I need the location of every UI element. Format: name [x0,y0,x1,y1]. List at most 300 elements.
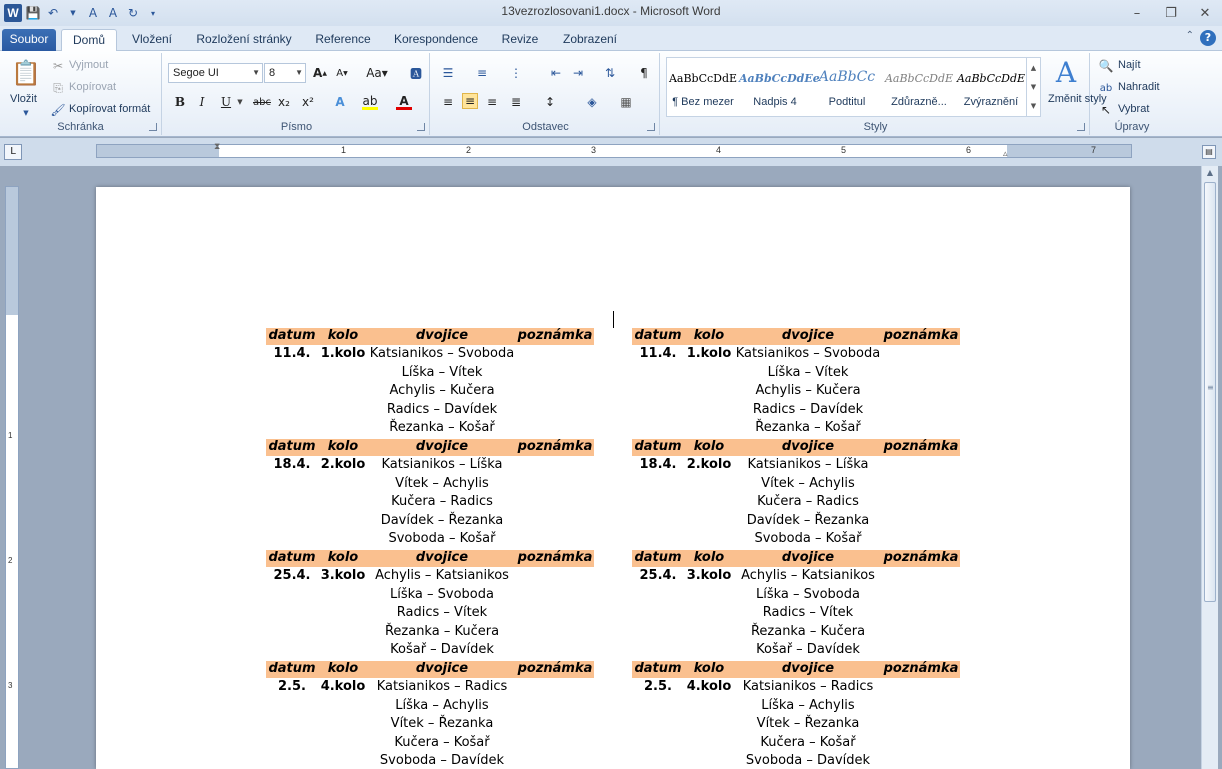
cell-pair: Katsianikos – Svoboda [369,346,515,361]
multilevel-list-icon[interactable]: ⋮ [510,66,522,80]
find-icon[interactable]: 🔍 [1098,59,1114,73]
ruler-number: 2 [466,145,472,155]
vruler-number: 3 [8,681,13,690]
style-emphasis[interactable] [955,58,1027,116]
cell-pair: Vítek – Řezanka [756,716,860,731]
cell-round [318,752,368,769]
style-preview: AaBbCcDdE [956,72,1026,85]
underline-button[interactable]: U [220,95,232,109]
cell-pair: Řezanka – Košař [389,420,495,435]
editing-group-label: Úpravy [1114,121,1150,133]
replace-button[interactable]: Nahradit [1118,81,1160,93]
header-round: kolo [693,661,725,676]
cell-note [882,678,960,697]
ruler-number: 6 [966,145,972,155]
cell-round [318,493,368,512]
font-launcher-icon[interactable] [417,123,425,131]
header-pair: dvojice [415,661,469,676]
paste-icon[interactable]: 📋 [11,59,41,87]
table-row [632,567,960,586]
style-subtle-emphasis[interactable] [883,58,955,116]
font-size-combo[interactable]: 8 ▼ [264,63,306,83]
cell-note [516,364,594,383]
cell-round [684,715,734,734]
cell-note [882,697,960,716]
cell-round [684,364,734,383]
vruler-top-margin [6,187,18,315]
tab-home[interactable]: Domů [61,29,117,52]
cell-note [516,697,594,716]
scrollbar-thumb[interactable] [1204,182,1216,602]
cell-date: 2.5. [278,679,306,694]
round-block [632,550,960,661]
cell-round: 3.kolo [320,568,366,583]
table-row [266,475,594,494]
cell-date [632,697,684,716]
cell-round: 4.kolo [320,679,366,694]
cell-note [882,419,960,438]
style-subtitle[interactable] [811,58,883,116]
cell-round [684,382,734,401]
cell-note [882,567,960,586]
cell-round [318,530,368,549]
strikethrough-button[interactable]: abc [253,96,271,108]
underline-dropdown-icon[interactable]: ▼ [237,98,243,106]
tab-selector-icon[interactable]: L [4,144,22,160]
change-styles-icon[interactable]: A [1055,55,1077,89]
cell-date [632,715,684,734]
paragraph-launcher-icon[interactable] [647,123,655,131]
header-row [632,439,960,456]
header-pair: dvojice [781,550,835,565]
more-styles-icon[interactable]: ▼ [1030,102,1037,111]
bold-button[interactable]: B [174,95,186,109]
undo-icon[interactable]: ↶ [47,6,59,20]
cell-pair: Radics – Vítek [396,605,488,620]
cell-note [882,715,960,734]
cell-pair: Líška – Svoboda [756,586,860,602]
cut-button[interactable]: Vyjmout [69,59,109,71]
cell-note [882,641,960,660]
cell-pair: Katsianikos – Radics [376,679,508,694]
cell-date [632,401,684,420]
cell-pair: Líška – Achylis [395,697,489,713]
table-row [632,752,960,769]
text-effects-icon[interactable]: A [335,95,345,109]
cell-round [684,697,734,716]
table-row [632,382,960,401]
table-row [266,382,594,401]
vruler-number: 1 [8,431,13,440]
cell-date [632,586,684,605]
header-note: poznámka [517,439,593,454]
justify-icon[interactable]: ≣ [510,95,522,109]
format-a-icon[interactable]: A [88,6,98,20]
chevron-down-icon[interactable]: ▼ [1030,82,1037,91]
cell-round [318,586,368,605]
vertical-ruler[interactable] [5,186,19,769]
cell-date [266,623,318,642]
align-right-icon[interactable]: ≡ [486,95,498,109]
tab-view[interactable]: Zobrazení [562,32,618,46]
change-case-icon[interactable]: Aa▾ [366,66,388,80]
cell-round [684,530,734,549]
borders-icon[interactable]: ▦ [620,95,632,109]
styles-group-label: Styly [863,121,888,133]
document-page[interactable] [96,187,1130,769]
cell-round [684,623,734,642]
view-ruler-icon[interactable]: ▤ [1202,145,1216,159]
ruler-right-margin [1007,145,1131,157]
header-row [632,550,960,567]
cell-note [882,586,960,605]
ruler-number: 3 [591,145,597,155]
window-controls [1120,2,1222,24]
header-pair: dvojice [781,439,835,454]
cell-note [882,475,960,494]
vertical-scrollbar[interactable] [1201,166,1218,769]
header-round: kolo [327,328,359,343]
header-note: poznámka [883,550,959,565]
bullets-icon[interactable]: ☰ [442,66,454,80]
table-row [632,530,960,549]
cut-icon[interactable]: ✂ [52,59,64,73]
copy-icon[interactable]: ⎘ [53,80,63,95]
cell-note [882,456,960,475]
grow-font-icon[interactable]: A ▲ [313,66,327,80]
header-pair: dvojice [781,661,835,676]
redo-icon[interactable]: ↻ [127,6,139,20]
table-row [632,345,960,364]
cell-round [684,512,734,531]
table-row [632,475,960,494]
dropdown-arrow-icon[interactable]: ▼ [70,9,76,17]
cell-date: 25.4. [639,568,677,583]
schedule-table-right [632,328,960,769]
cell-note [516,752,594,769]
format-painter-icon[interactable]: 🖌 [50,103,66,117]
tab-file[interactable]: Soubor [2,29,56,51]
clipboard-group-label: Schránka [57,121,104,133]
cell-pair: Košař – Davídek [756,642,860,657]
table-row [266,752,594,769]
cell-pair: Řezanka – Kučera [384,623,500,639]
header-note: poznámka [883,661,959,676]
cell-date [266,382,318,401]
table-row [266,678,594,697]
cell-round: 2.kolo [686,457,732,472]
cell-pair: Radics – Davídek [386,401,498,417]
cell-pair: Katsianikos – Radics [742,679,874,694]
cell-round: 2.kolo [320,457,366,472]
cell-date [632,604,684,623]
increase-indent-icon[interactable]: ⇥ [572,66,584,80]
ribbon [0,51,1222,137]
style-preview: AaBbCcDdEe [739,72,820,85]
table-row [632,512,960,531]
minimize-icon[interactable]: – [1133,5,1141,21]
table-row [266,456,594,475]
paragraph-group-label: Odstavec [522,121,569,133]
cell-round [684,641,734,660]
cell-note [516,456,594,475]
subscript-button[interactable]: x₂ [278,95,290,109]
word-app-icon[interactable]: W [4,4,22,22]
header-date: datum [634,661,682,676]
cell-round [318,697,368,716]
cell-date [266,715,318,734]
cell-round: 1.kolo [686,346,732,361]
clear-formatting-icon[interactable]: 🅰 [409,66,422,81]
cell-note [516,623,594,642]
styles-gallery [666,57,1041,117]
shading-icon[interactable]: ◈ [587,95,597,109]
styles-launcher-icon[interactable] [1077,123,1085,131]
cell-date [632,512,684,531]
table-row [632,419,960,438]
table-row [266,715,594,734]
header-row [632,328,960,345]
font-color-icon[interactable]: A [396,94,412,110]
header-round: kolo [693,328,725,343]
cell-note [516,475,594,494]
window-title: 13vezrozlosovani1.docx - Microsoft Word [501,4,721,18]
style-name: Podtitul [828,96,866,108]
cell-pair: Achylis – Kučera [755,383,861,398]
ruler-left-margin [97,145,219,157]
header-round: kolo [693,439,725,454]
cell-date [266,475,318,494]
table-row [632,715,960,734]
cell-pair: Achylis – Katsianikos [375,568,509,583]
cell-note [882,512,960,531]
styles-gallery-scroll[interactable] [1026,58,1040,116]
cell-date [266,752,318,769]
table-row [266,641,594,660]
copy-button[interactable]: Kopírovat [69,81,117,93]
cell-date [632,419,684,438]
style-name: Nadpis 4 [753,96,797,108]
cell-round [318,641,368,660]
cell-pair: Kučera – Košař [760,734,856,750]
tab-review[interactable]: Revize [501,32,539,46]
style-preview: AaBbCcDdE [668,72,738,85]
ribbon-tabs [0,26,1222,51]
cell-note [516,382,594,401]
cell-note [882,752,960,769]
chevron-up-icon[interactable]: ▲ [1030,63,1037,72]
cell-date [266,697,318,716]
cell-pair: Vítek – Řezanka [390,716,494,731]
cell-date [266,512,318,531]
cell-note [882,401,960,420]
round-block [266,661,594,769]
table-row [632,604,960,623]
table-row [266,530,594,549]
change-styles-button[interactable]: Změnit styly [1048,93,1107,105]
show-formatting-icon[interactable]: ¶ [640,66,648,80]
tab-references[interactable]: Reference [315,32,371,46]
cell-pair: Katsianikos – Líška [747,457,869,472]
cell-note [516,734,594,753]
header-date: datum [268,661,316,676]
cell-round [318,604,368,623]
cell-pair: Kučera – Košař [394,734,490,750]
cell-note [516,715,594,734]
decrease-indent-icon[interactable]: ⇤ [550,66,562,80]
cell-note [516,604,594,623]
cell-date [266,641,318,660]
cell-date [632,752,684,769]
paste-button[interactable]: Vložit [10,93,37,105]
paste-dropdown-icon[interactable]: ▼ [23,109,29,117]
select-icon[interactable]: ↖ [1100,103,1112,117]
cell-note [516,345,594,364]
header-pair: dvojice [781,328,835,343]
header-round: kolo [693,550,725,565]
cell-round [684,475,734,494]
cell-date: 11.4. [639,346,677,361]
round-block [266,328,594,439]
cell-note [882,734,960,753]
header-round: kolo [327,550,359,565]
cell-round [318,382,368,401]
font-group-label: Písmo [280,121,313,133]
ruler-number: 7 [1091,145,1097,155]
cell-round [318,401,368,420]
header-note: poznámka [517,550,593,565]
table-row [632,456,960,475]
italic-button[interactable]: I [199,95,205,109]
customize-qat-icon[interactable]: ▾ [150,8,155,18]
cell-date [632,623,684,642]
cell-date [266,419,318,438]
indent-marker-icon[interactable]: ⧗ [214,142,221,152]
header-round: kolo [327,661,359,676]
round-block [266,439,594,550]
table-row [266,697,594,716]
cell-pair: Svoboda – Davídek [745,753,871,768]
tab-insert[interactable]: Vložení [131,32,173,46]
style-heading-4[interactable] [739,58,820,116]
cell-note [516,567,594,586]
cell-note [882,623,960,642]
horizontal-ruler[interactable] [96,144,1132,158]
clipboard-launcher-icon[interactable] [149,123,157,131]
cell-round [318,715,368,734]
superscript-button[interactable]: x² [302,95,314,109]
round-block [632,328,960,439]
table-row [266,401,594,420]
cell-note [882,493,960,512]
cell-date [266,493,318,512]
cell-date [632,364,684,383]
tab-mailings[interactable]: Korespondence [393,32,479,46]
shrink-font-icon[interactable]: A ▼ [336,67,348,79]
scroll-up-icon[interactable]: ▲ [1206,168,1214,177]
align-left-icon[interactable]: ≡ [442,95,454,109]
table-row [632,586,960,605]
header-round: kolo [327,439,359,454]
format-a2-icon[interactable]: A [108,6,118,20]
highlight-icon[interactable]: ab [362,94,378,110]
find-button[interactable]: Najít [1118,59,1141,71]
header-row [632,661,960,678]
cell-round [684,419,734,438]
header-row [266,661,594,678]
table-row [266,419,594,438]
cell-note [882,345,960,364]
cell-pair: Radics – Vítek [762,605,854,620]
cell-pair: Davídek – Řezanka [380,512,504,528]
font-group [164,53,430,135]
select-button[interactable]: Vybrat [1118,103,1150,115]
cell-pair: Davídek – Řezanka [746,512,870,528]
cell-round [318,512,368,531]
cell-pair: Kučera – Radics [757,494,859,509]
header-date: datum [634,550,682,565]
font-name-combo[interactable]: Segoe UI ▼ [168,63,263,83]
cell-date: 18.4. [273,457,311,472]
cell-pair: Radics – Davídek [752,401,864,417]
header-note: poznámka [517,661,593,676]
save-icon[interactable]: 💾 [25,6,41,20]
help-icon[interactable]: ? [1200,30,1216,46]
style-no-spacing[interactable] [667,58,739,116]
cell-date [266,530,318,549]
replace-icon[interactable]: ab [1099,82,1113,94]
font-name-value: Segoe UI [173,67,219,79]
cell-round [684,586,734,605]
cell-date [266,401,318,420]
right-indent-marker-icon[interactable]: ▵ [1003,149,1008,159]
cell-round [684,604,734,623]
align-center-icon[interactable]: ≡ [462,93,478,109]
header-date: datum [268,550,316,565]
header-pair: dvojice [415,328,469,343]
numbering-icon[interactable]: ≡ [476,66,488,80]
header-date: datum [634,439,682,454]
format-painter-button[interactable]: Kopírovat formát [69,103,151,115]
minimize-ribbon-icon[interactable]: ⌃ [1185,30,1194,41]
cell-date [266,586,318,605]
sort-icon[interactable]: ⇅ [604,66,616,80]
header-row [266,550,594,567]
table-row [266,734,594,753]
line-spacing-icon[interactable]: ↕ [544,95,556,109]
header-date: datum [268,439,316,454]
cell-pair: Katsianikos – Líška [381,457,503,472]
title-bar [0,0,1222,26]
cell-pair: Achylis – Kučera [389,383,495,398]
schedule-table-left [266,328,594,769]
round-block [266,550,594,661]
cell-pair: Achylis – Katsianikos [741,568,875,583]
cell-date [632,530,684,549]
close-icon[interactable]: ✕ [1199,5,1211,21]
header-pair: dvojice [415,439,469,454]
maximize-icon[interactable]: ❐ [1165,5,1177,21]
cell-round [318,623,368,642]
table-row [266,623,594,642]
clipboard-group [0,53,162,135]
table-row [632,493,960,512]
round-block [632,661,960,769]
style-name: Zdůrazně... [891,96,947,108]
cell-round [318,364,368,383]
tab-page-layout[interactable]: Rozložení stránky [196,32,292,46]
cell-round [684,752,734,769]
